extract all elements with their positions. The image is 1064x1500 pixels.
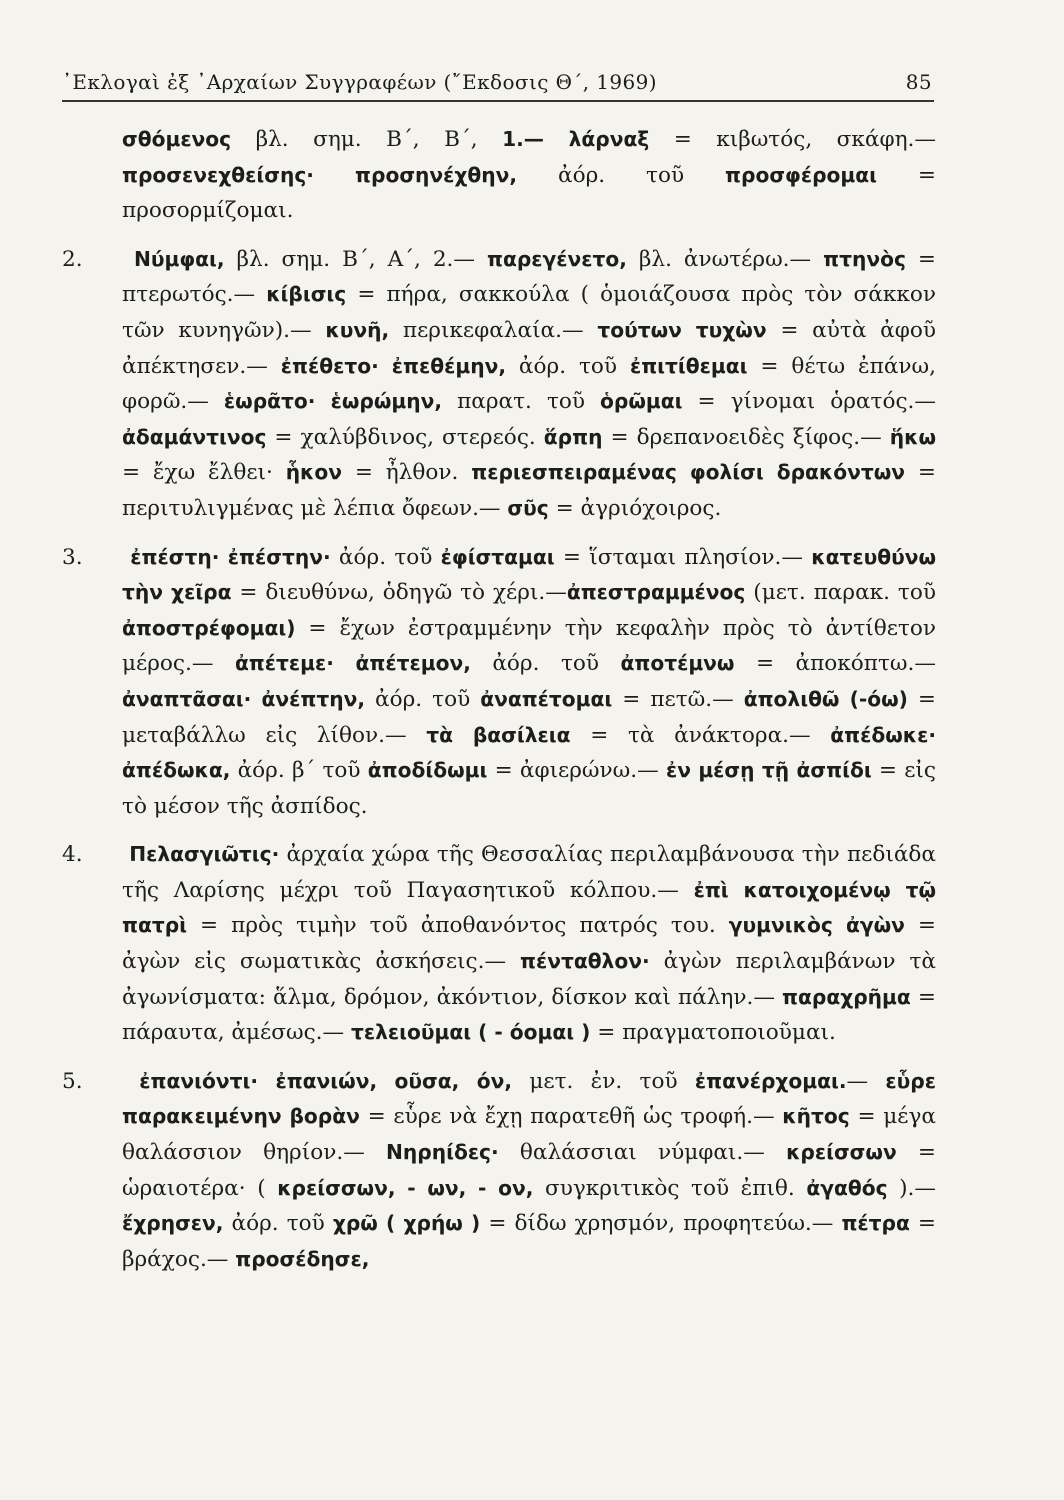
definition-text: = δρεπανοειδὲς ξίφος.— bbox=[602, 424, 890, 450]
headword: ἀπέδωκε· ἀπέδωκα, bbox=[122, 722, 937, 783]
definition-text: = χαλύβδινος, στερεός. bbox=[266, 424, 544, 450]
headword: πένταθλον· bbox=[519, 949, 650, 974]
running-head-title: ᾽Εκλογαὶ ἐξ ᾽Αρχαίων Συγγραφέων (῎Εκδοσις Θ΄, 1969) bbox=[62, 70, 657, 94]
definition-text: ἀόρ. τοῦ bbox=[506, 353, 630, 379]
definition-text: = ἵσταμαι πλησίον.— bbox=[554, 544, 812, 570]
definition-text: ἀόρ. β΄ τοῦ bbox=[230, 758, 368, 784]
definition-text: = γίνομαι ὁρατός.— bbox=[682, 389, 937, 415]
headword: πτηνὸς bbox=[823, 246, 906, 271]
entry-number: 2. bbox=[62, 246, 83, 272]
definition-text: = εὗρε νὰ ἔχῃ παρατεθῆ ὡς τροφή.— bbox=[359, 1104, 783, 1130]
glossary-entry bbox=[62, 122, 936, 229]
headword: ἧκον bbox=[285, 460, 343, 485]
headword: σῦς bbox=[507, 495, 549, 520]
glossary-entry bbox=[62, 1064, 936, 1278]
headword: κρείσσων bbox=[786, 1140, 897, 1165]
definition-text: — bbox=[846, 1068, 886, 1094]
definition-text: = ἀγὼν εἰς σωματικὰς ἀσκήσεις.— bbox=[122, 913, 936, 975]
definition-text: = εἰς τὸ μέσον τῆς ἀσπίδος. bbox=[122, 758, 936, 819]
definition-text: ἀόρ. τοῦ bbox=[330, 544, 441, 570]
headword: ἀπεστραμμένος bbox=[566, 580, 746, 605]
definition-text: = αὐτὰ ἀφοῦ ἀπέκτησεν.— bbox=[122, 317, 936, 379]
definition-text: = διευθύνω, ὁδηγῶ τὸ χέρι.— bbox=[231, 580, 567, 606]
header-rule bbox=[62, 100, 934, 102]
headword: ἀποστρέφομαι) bbox=[122, 615, 296, 640]
definition-text: = πάραυτα, ἀμέσως.— bbox=[122, 984, 936, 1046]
headword: εὗρε παρακειμένην βορὰν bbox=[122, 1068, 936, 1129]
headword: παραχρῆμα bbox=[782, 984, 911, 1009]
headword: ἐφίσταμαι bbox=[440, 544, 555, 569]
definition-text: = προσορμίζομαι. bbox=[122, 162, 937, 224]
glossary-entry bbox=[62, 540, 936, 825]
headword: τὰ βασίλεια bbox=[426, 722, 571, 747]
headword: ἐπὶ κατοιχομένῳ τῷ πατρὶ bbox=[122, 877, 936, 938]
headword: κίβισις bbox=[266, 282, 347, 307]
headword: Πελασγιῶτις· bbox=[129, 842, 280, 867]
definition-text: = θέτω ἐπάνω, φορῶ.— bbox=[122, 353, 937, 415]
definition-text: (μετ. παρακ. τοῦ bbox=[745, 580, 936, 606]
headword: ἀδαμάντινος bbox=[122, 424, 267, 449]
headword: ἀναπτᾶσαι· ἀνέπτην, bbox=[122, 686, 365, 711]
headword: ἐπιτίθεμαι bbox=[629, 353, 748, 378]
entry-number: 4. bbox=[62, 842, 83, 868]
definition-text: = μέγα θαλάσσιον θηρίον.— bbox=[122, 1104, 936, 1166]
headword: τούτων τυχὼν bbox=[597, 317, 767, 342]
headword: ἥκω bbox=[889, 424, 936, 449]
headword: πέτρα bbox=[841, 1211, 910, 1236]
definition-text: = βράχος.— bbox=[122, 1211, 936, 1272]
headword: ἀποτέμνω bbox=[620, 651, 735, 676]
definition-text: περικεφαλαία.— bbox=[389, 317, 598, 343]
definition-text: ἀγὼν περιλαμβάνων τὰ ἀγωνίσματα: ἅλμα, δρόμον, ἀκόντιον, δίσκον καὶ πάλην.— bbox=[122, 949, 936, 1010]
headword: ἀπολιθῶ (-όω) bbox=[743, 686, 908, 711]
headword: ὁρῶμαι bbox=[600, 389, 683, 414]
definition-text: μετ. ἐν. τοῦ bbox=[512, 1068, 695, 1094]
headword: ἐπανιόντι· ἐπανιών, οῦσα, όν, bbox=[139, 1068, 513, 1093]
definition-text: = ὡραιοτέρα· ( bbox=[122, 1140, 936, 1201]
headword: κυνῆ, bbox=[325, 317, 390, 342]
page-number: 85 bbox=[905, 70, 932, 94]
headword: ἐπέθετο· ἐπεθέμην, bbox=[280, 353, 507, 378]
definition-text: θαλάσσιαι νύμφαι.— bbox=[498, 1140, 787, 1166]
headword: 1.— λάρναξ bbox=[502, 127, 650, 151]
definition-text: = πραγματοποιοῦμαι. bbox=[590, 1020, 836, 1046]
definition-text: ἀόρ. τοῦ bbox=[517, 162, 726, 188]
headword: σθόμενος bbox=[122, 127, 232, 151]
headword: ἐν μέσῃ τῇ ἀσπίδι bbox=[665, 758, 872, 783]
glossary-entry bbox=[62, 242, 936, 527]
headword: γυμνικὸς ἀγὼν bbox=[728, 913, 905, 938]
definition-text: ἀόρ. τοῦ bbox=[365, 686, 481, 712]
definition-text: = δίδω χρησμόν, προφητεύω.— bbox=[480, 1211, 842, 1237]
definition-text: βλ. σημ. Β΄, Α΄, 2.— bbox=[224, 246, 487, 272]
headword: κατευθύνω τὴν χεῖρα bbox=[122, 544, 936, 605]
definition-text: βλ. ἀνωτέρω.— bbox=[626, 246, 824, 272]
definition-text: παρατ. τοῦ bbox=[442, 389, 601, 415]
definition-text: ἀρχαία χώρα τῆς Θεσσαλίας περιλαμβάνουσα τὴν πεδιάδα τῆς Λαρίσης μέχρι τοῦ Παγασητικοῦ κόλπου.— bbox=[122, 842, 936, 903]
entry-number: 3. bbox=[62, 544, 83, 570]
definition-text: ).— bbox=[887, 1175, 937, 1201]
headword: Νύμφαι, bbox=[133, 246, 225, 271]
definition-text: = μεταβάλλω εἰς λίθον.— bbox=[122, 686, 936, 748]
definition-text: = ἦλθον. bbox=[342, 460, 472, 486]
headword: κρείσσων, - ων, - ον, bbox=[277, 1175, 534, 1200]
definition-text: = πήρα, σακκούλα ( ὁμοιάζουσα πρὸς τὸν σάκκον τῶν κυνηγῶν).— bbox=[122, 282, 936, 343]
definition-text: = κιβωτός, σκάφη.— bbox=[649, 127, 936, 152]
headword: περιεσπειραμένας φολίσι δρακόντων bbox=[471, 460, 906, 485]
headword: κῆτος bbox=[782, 1104, 850, 1129]
headword: ἐπανέρχομαι. bbox=[694, 1068, 847, 1093]
running-head bbox=[62, 70, 932, 94]
headword: χρῶ ( χρήω ) bbox=[332, 1211, 481, 1236]
headword: προσενεχθείσης· προσηνέχθην, bbox=[122, 162, 518, 187]
definition-text: βλ. σημ. Β΄, Β΄, bbox=[231, 127, 503, 152]
definition-text: = πρὸς τιμὴν τοῦ ἀποθανόντος πατρός του. bbox=[187, 913, 729, 939]
headword: ἀγαθός bbox=[806, 1175, 888, 1200]
definition-text: = ἔχω ἔλθει· bbox=[122, 460, 286, 486]
glossary-body bbox=[62, 122, 936, 1290]
entry-number: 5. bbox=[62, 1068, 83, 1094]
definition-text: = ἀφιερώνω.— bbox=[487, 758, 666, 784]
headword: ἑωρᾶτο· ἑωρώμην, bbox=[223, 389, 443, 414]
headword: Νηρηίδες· bbox=[386, 1140, 499, 1165]
definition-text: ἀόρ. τοῦ bbox=[223, 1211, 333, 1237]
definition-text: = περιτυλιγμένας μὲ λέπια ὄφεων.— bbox=[122, 460, 936, 521]
definition-text: ἀόρ. τοῦ bbox=[470, 651, 621, 677]
headword: ἅρπη bbox=[543, 424, 603, 449]
definition-text: = ἀποκόπτω.— bbox=[734, 651, 936, 677]
headword: τελειοῦμαι ( - όομαι ) bbox=[351, 1020, 591, 1045]
headword: προσφέρομαι bbox=[725, 162, 877, 187]
definition-text: = πτερωτός.— bbox=[122, 246, 936, 308]
definition-text: = τὰ ἀνάκτορα.— bbox=[570, 722, 831, 748]
definition-text: = ἔχων ἐστραμμένην τὴν κεφαλὴν πρὸς τὸ ἀντίθετον μέρος.— bbox=[122, 615, 936, 677]
headword: προσέδησε, bbox=[235, 1246, 370, 1271]
headword: ἔχρησεν, bbox=[122, 1211, 224, 1236]
glossary-entry bbox=[62, 837, 936, 1051]
definition-text: = πετῶ.— bbox=[612, 686, 744, 712]
definition-text: = ἀγριόχοιρος. bbox=[548, 495, 722, 521]
headword: ἀποδίδωμι bbox=[367, 758, 488, 783]
headword: παρεγένετο, bbox=[487, 246, 627, 271]
headword: ἀπέτεμε· ἀπέτεμον, bbox=[234, 651, 471, 676]
headword: ἀναπέτομαι bbox=[480, 686, 613, 711]
definition-text: συγκριτικὸς τοῦ ἐπιθ. bbox=[533, 1175, 807, 1201]
headword: ἐπέστη· ἐπέστην· bbox=[130, 544, 331, 569]
